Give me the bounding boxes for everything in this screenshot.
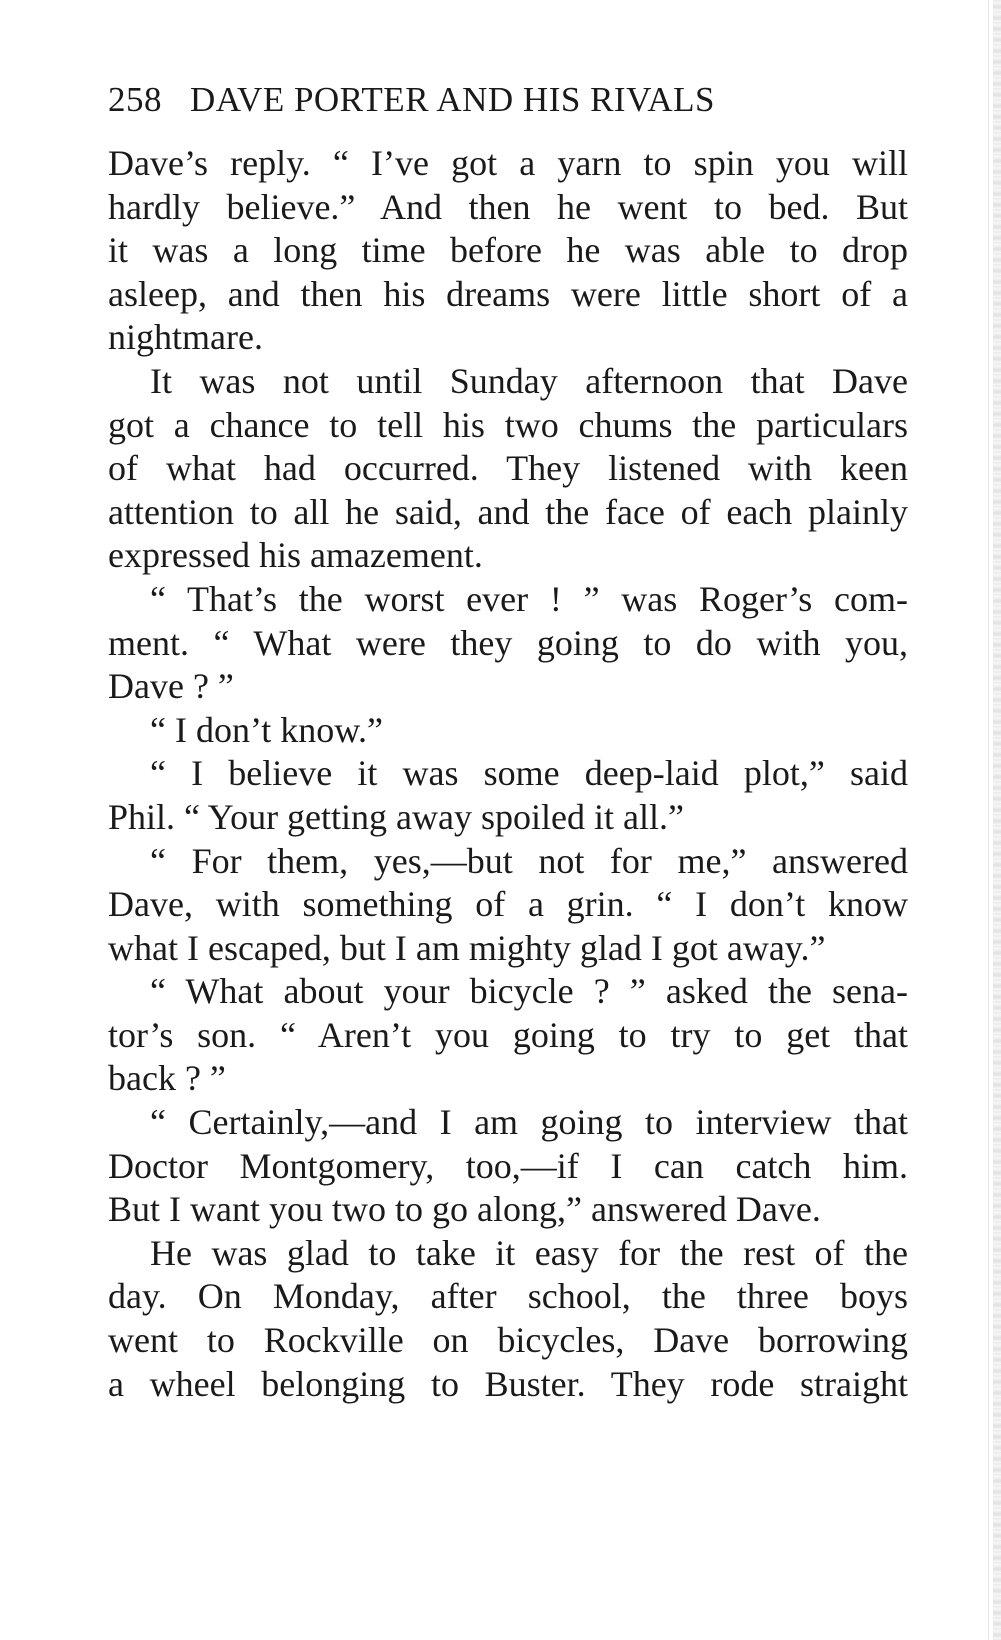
text-line: what I escaped, but I am mighty glad I got away.”	[108, 927, 826, 968]
text-line: “ I believe it was some deep-laid plot,” said	[150, 753, 908, 794]
text-line: went to Rockville on bicycles, Dave borrowing	[108, 1320, 908, 1361]
text-line: But I want you two to go along,” answered Dave.	[108, 1189, 821, 1230]
text-line: got a chance to tell his two chums the particulars	[108, 404, 908, 445]
text-line: It was not until Sunday afternoon that Dave	[150, 360, 908, 401]
text-line: He was glad to take it easy for the rest of the	[150, 1232, 908, 1273]
text-line: a wheel belonging to Buster. They rode straight	[108, 1363, 908, 1404]
running-header	[108, 78, 908, 122]
text-line: hardly believe.” And then he went to bed. But	[108, 186, 908, 227]
text-line: of what had occurred. They listened with keen	[108, 448, 908, 489]
text-line: ment. “ What were they going to do with you,	[108, 622, 908, 663]
page-gutter-edge	[993, 0, 1001, 1640]
text-line: Dave ? ”	[108, 666, 234, 707]
text-line: “ That’s the worst ever ! ” was Roger’s com-	[150, 578, 908, 619]
text-line: “ For them, yes,—but not for me,” answered	[150, 840, 908, 881]
text-line: Phil. “ Your getting away spoiled it all.”	[108, 796, 684, 837]
text-line: day. On Monday, after school, the three boys	[108, 1276, 908, 1317]
text-line: “ Certainly,—and I am going to interview that	[150, 1102, 908, 1143]
page-edge-line	[988, 0, 989, 1640]
text-line: asleep, and then his dreams were little short of a	[108, 273, 908, 314]
text-line: nightmare.	[108, 317, 263, 358]
text-line: “ I don’t know.”	[150, 709, 383, 750]
text-line: it was a long time before he was able to drop	[108, 230, 908, 271]
text-line: “ What about your bicycle ? ” asked the sena-	[150, 971, 908, 1012]
text-line: expressed his amazement.	[108, 535, 483, 576]
text-line: tor’s son. “ Aren’t you going to try to get that	[108, 1014, 908, 1055]
text-line: Dave’s reply. “ I’ve got a yarn to spin you will	[108, 143, 908, 183]
text-line: Doctor Montgomery, too,—if I can catch him.	[108, 1145, 908, 1186]
text-line: attention to all he said, and the face of each plainly	[108, 491, 908, 532]
text-line: back ? ”	[108, 1058, 226, 1099]
text-line: Dave, with something of a grin. “ I don’t know	[108, 884, 908, 925]
page-number: 258	[108, 80, 162, 119]
running-title: DAVE PORTER AND HIS RIVALS	[190, 80, 715, 119]
body-text	[108, 142, 908, 1406]
